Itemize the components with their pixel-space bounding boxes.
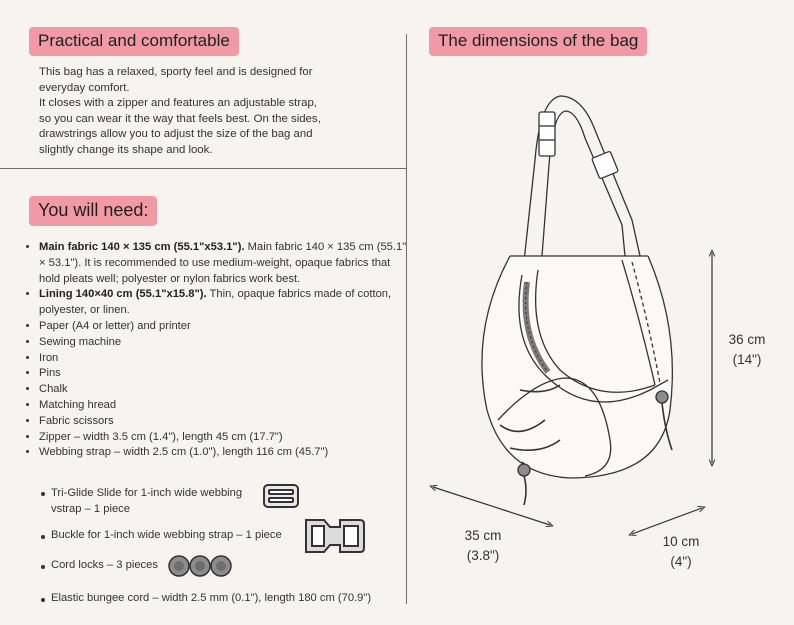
item-text: Iron (39, 351, 59, 364)
heading-dimensions: The dimensions of the bag (429, 27, 647, 56)
heading-practical: Practical and comfortable (29, 27, 239, 56)
depth-cm: 10 cm (662, 534, 700, 549)
item-text: Pins (39, 367, 61, 380)
item-text: Webbing strap – width 2.5 cm (1.0"), length 116 cm (45.7") (39, 446, 329, 459)
item-bold: Main fabric 140 × 135 cm (55.1"x53.1"). (39, 241, 245, 253)
item-text: Matching hread (39, 398, 117, 411)
item-text: Chalk (39, 383, 68, 396)
item-text: Fabric scissors (39, 414, 114, 427)
tri-glide-slide-icon (264, 485, 298, 507)
list-item-buckle: Buckle for 1-inch wide webbing strap – 1 piece (51, 529, 282, 541)
item-text: Thin, opaque fabrics made of cotton, polyester, or linen. (39, 288, 392, 317)
intro-line: It closes with a zipper and features an adjustable strap, (39, 97, 317, 110)
intro-line: everyday comfort. (39, 81, 130, 94)
width-in: (3.8") (466, 548, 500, 563)
item-text: Zipper – width 3.5 cm (1.4"), length 45 cm (17.7") (39, 430, 283, 443)
item-text: Paper (A4 or letter) and printer (39, 319, 191, 332)
bag-illustration (482, 96, 672, 505)
depth-arrow (632, 508, 702, 534)
buckle-icon (306, 520, 364, 552)
item-text: Main fabric 140 × 135 cm (55.1" × 53.1"). It is recommended to use medium-weight, opaque fabrics that hold pleats well; polyester or nylon fabrics work best. (39, 241, 407, 285)
heading-you-will-need: You will need: (29, 196, 157, 226)
item-text: vstrap – 1 piece (51, 502, 130, 515)
list-item-cordlocks: Cord locks – 3 pieces (51, 559, 158, 571)
list-item-elastic: Elastic bungee cord – width 2.5 mm (0.1"), length 180 cm (70.9") (51, 592, 372, 604)
item-text: Sewing machine (39, 335, 122, 348)
height-in: (14") (732, 352, 762, 367)
height-cm: 36 cm (728, 332, 766, 347)
width-arrow (433, 487, 550, 525)
item-text: Tri-Glide Slide for 1-inch wide webbing (51, 487, 243, 499)
width-cm: 35 cm (464, 528, 502, 543)
intro-line: so you can wear it the way that feels best. On the sides, (39, 112, 321, 125)
item-bold: Lining 140×40 cm (55.1"x15.8"). (39, 288, 207, 301)
intro-line: drawstrings allow you to adjust the size of the bag and (39, 128, 313, 141)
intro-line: This bag has a relaxed, sporty feel and is designed for (39, 66, 313, 78)
cord-lock-icon (169, 556, 231, 576)
depth-in: (4") (670, 554, 692, 569)
intro-line: slightly change its shape and look. (39, 143, 213, 156)
